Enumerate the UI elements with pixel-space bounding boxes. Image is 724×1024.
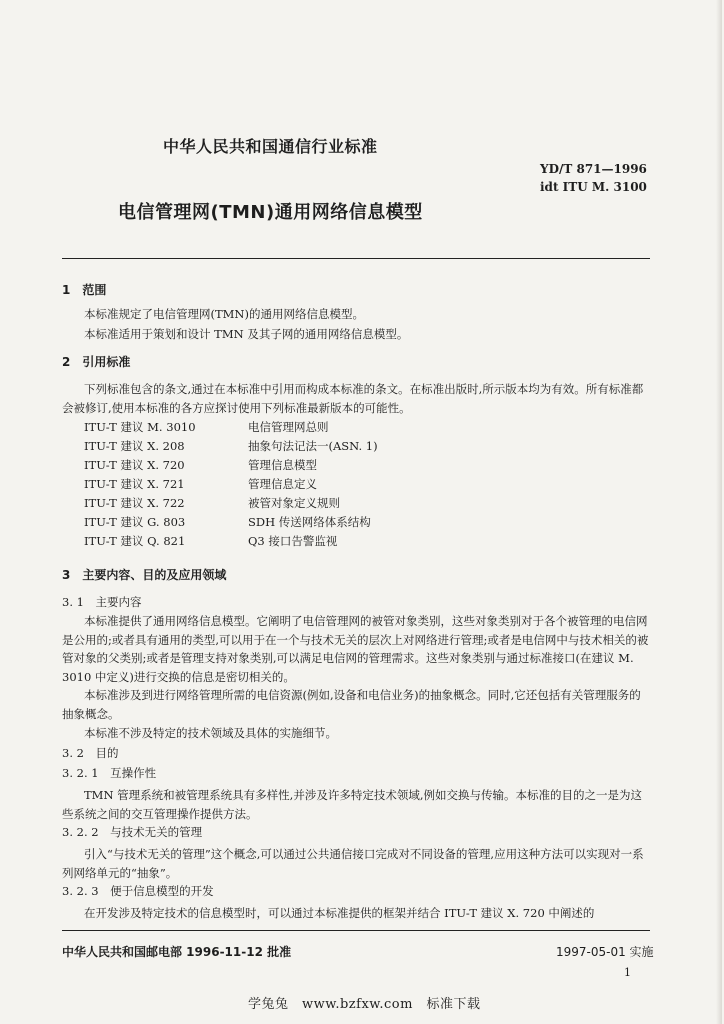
section-3-1-para-2: 本标准涉及到进行网络管理所需的电信资源(例如,设备和电信业务)的抽象概念。同时,它还包括有关管理服务的抽象概念。 — [62, 688, 641, 721]
site-watermark: 学兔兔 www.bzfxw.com 标准下载 — [248, 997, 481, 1012]
ref-title: 被管对象定义规则 — [248, 496, 340, 510]
section-1-para-1: 本标准规定了电信管理网(TMN)的通用网络信息模型。 — [84, 307, 364, 321]
page-number: 1 — [624, 966, 631, 979]
section-3-2-3-heading: 3. 2. 3 便于信息模型的开发 — [62, 884, 214, 898]
section-3-2-1-para: TMN 管理系统和被管理系统具有多样性,并涉及许多特定技术领域,例如交换与传输。本标准的目的之一是为这些系统之间的交互管理操作提供方法。 — [62, 788, 642, 821]
ref-title: Q3 接口告警监视 — [248, 534, 338, 548]
ref-code: ITU-T 建议 M. 3010 — [84, 420, 196, 434]
idt-reference: idt ITU M. 3100 — [540, 180, 647, 194]
section-3-2-2-heading: 3. 2. 2 与技术无关的管理 — [62, 825, 203, 839]
scan-edge-shadow — [716, 0, 722, 1024]
ref-code: ITU-T 建议 Q. 821 — [84, 534, 186, 548]
section-2-heading: 2 引用标准 — [62, 355, 131, 369]
implementation-date: 1997-05-01 实施 — [556, 945, 654, 959]
section-1-heading: 1 范围 — [62, 283, 107, 297]
section-1-para-2: 本标准适用于策划和设计 TMN 及其子网的通用网络信息模型。 — [84, 327, 409, 341]
ref-title: 管理信息模型 — [248, 458, 317, 472]
section-3-1-para-3: 本标准不涉及特定的技术领域及具体的实施细节。 — [84, 726, 337, 740]
section-3-heading: 3 主要内容、目的及应用领域 — [62, 568, 227, 582]
ref-title: 电信管理网总则 — [248, 420, 329, 434]
ref-title: 抽象句法记法一(ASN. 1) — [248, 439, 378, 453]
section-3-2-heading: 3. 2 目的 — [62, 746, 119, 760]
standard-number-block — [540, 160, 647, 196]
approval-line: 中华人民共和国邮电部 1996-11-12 批准 — [62, 945, 292, 959]
ref-code: ITU-T 建议 X. 722 — [84, 496, 185, 510]
ref-title: SDH 传送网络体系结构 — [248, 515, 371, 529]
section-3-2-3-para: 在开发涉及特定技术的信息模型时，可以通过本标准提供的框架并结合 ITU-T 建议 X. 720 中阐述的 — [84, 906, 595, 920]
footer-divider — [62, 930, 650, 931]
section-3-2-2-para: 引入“与技术无关的管理”这个概念,可以通过公共通信接口完成对不同设备的管理,应用这种方法可以实现对一系列网络单元的“抽象”。 — [62, 847, 644, 880]
issuing-organization: 中华人民共和国通信行业标准 — [163, 137, 378, 156]
ref-code: ITU-T 建议 X. 721 — [84, 477, 185, 491]
ref-code: ITU-T 建议 X. 720 — [84, 458, 185, 472]
section-3-1-heading: 3. 1 主要内容 — [62, 595, 142, 609]
ref-code: ITU-T 建议 X. 208 — [84, 439, 185, 453]
document-title: 电信管理网(TMN)通用网络信息模型 — [118, 202, 423, 223]
section-3-1-para-1: 本标准提供了通用网络信息模型。它阐明了电信管理网的被管对象类别，这些对象类别对于各个被管理的电信网是公用的;或者具有通用的类型,可以用于在一个与技术无关的层次上对网络进行管理;或者是电信网中与技术相关的被管对象的父类别;或者是管理支持对象类别,可以满足电信网的管理需求。这些对象类别与通过标准接口(在建议 M. 3010 中定义)进行交换的信息是密切相关的。 — [62, 614, 649, 684]
ref-code: ITU-T 建议 G. 803 — [84, 515, 186, 529]
ref-title: 管理信息定义 — [248, 477, 317, 491]
standard-number: YD/T 871—1996 — [540, 162, 647, 176]
section-3-2-1-heading: 3. 2. 1 互操作性 — [62, 766, 157, 780]
section-2-intro: 下列标准包含的条文,通过在本标准中引用而构成本标准的条文。在标准出版时,所示版本均为有效。所有标准都会被修订,使用本标准的各方应探讨使用下列标准最新版本的可能性。 — [62, 382, 644, 415]
header-divider — [62, 258, 650, 259]
